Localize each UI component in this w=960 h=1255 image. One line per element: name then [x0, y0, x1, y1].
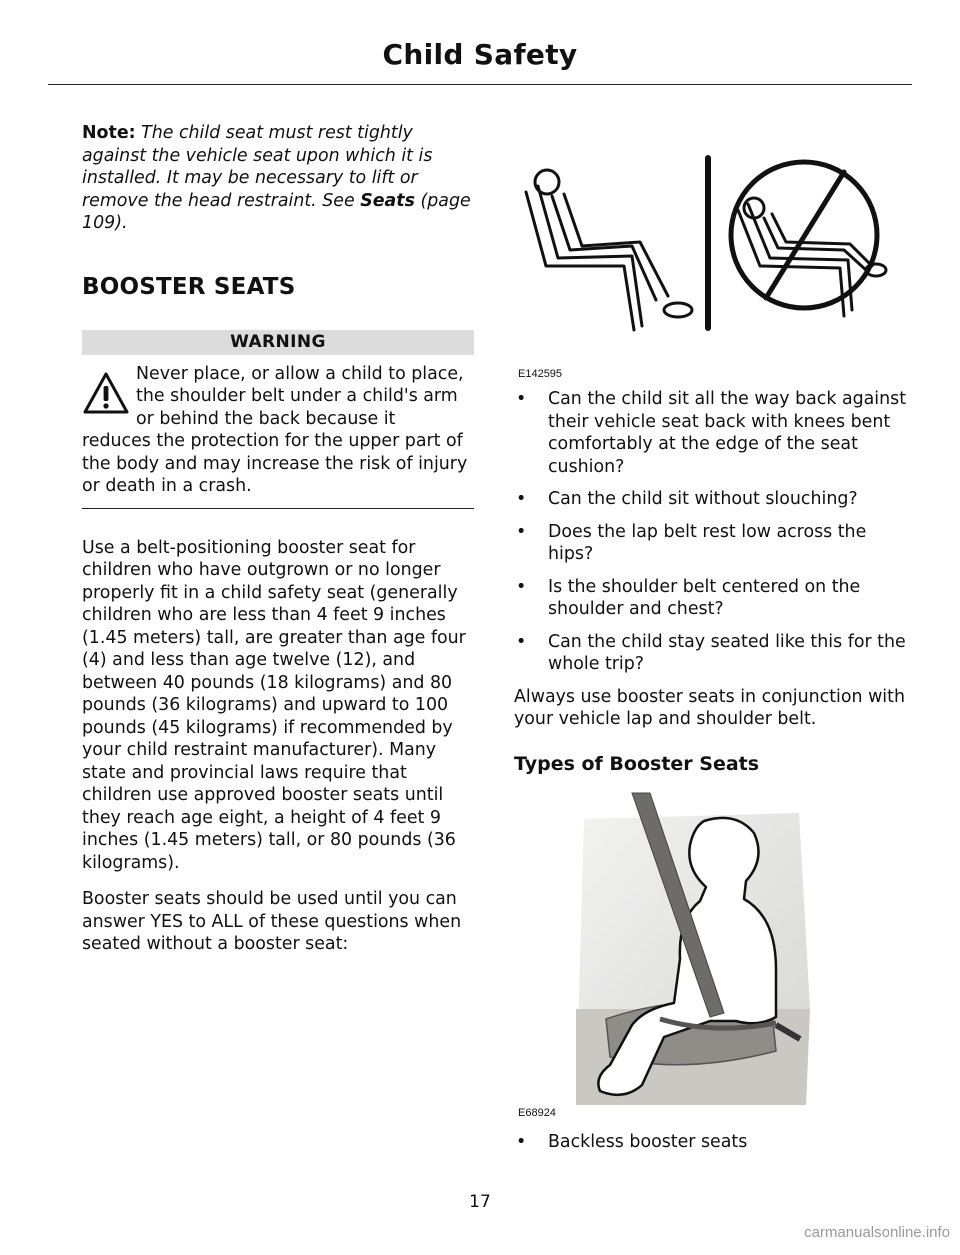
- list-item: • Is the shoulder belt centered on the shoulder and chest?: [516, 576, 861, 619]
- questions-intro-paragraph: Booster seats should be used until you can answer YES to ALL of these questions when seated without a booster seat:: [82, 889, 462, 954]
- note-label: Note:: [82, 123, 136, 143]
- booster-guidance-paragraph: Use a belt-positioning booster seat for children who have outgrown or no longer properly fit in a child safety seat (generally children who are less than 4 feet 9 inches (1.45 meters) tall, are greater than age four (4) and less than age twelve (12), and between 40 pounds (18 kilograms) and 80 pounds (36 kilograms) and upward to 100 pounds (45 kilograms) if recommended by your child restraint manufacturer). Many state and provincial laws require that children use approved booster seats until they reach age eight, a height of 4 feet 9 inches (1.45 meters) tall, or 80 pounds (36 kilograms).: [82, 537, 466, 873]
- figure-label: E142595: [518, 368, 563, 380]
- right-column: [514, 150, 912, 1163]
- page-number: 17: [469, 1192, 491, 1212]
- subsection-heading: Types of Booster Seats: [514, 752, 760, 775]
- seats-reference-link[interactable]: Seats: [360, 190, 415, 211]
- bullet: •: [516, 489, 527, 509]
- note-page-ref: (page 109).: [82, 190, 471, 233]
- seating-posture-figure: [514, 150, 912, 380]
- warning-text-continued: reduces the protection for the upper part of the body and may increase the risk of injury or death in a crash.: [82, 431, 468, 496]
- list-item: • Can the child sit all the way back against their vehicle seat back with knees bent comfortably at the edge of the seat cushion?: [516, 389, 907, 477]
- list-item: • Can the child stay seated like this for the whole trip?: [516, 631, 906, 674]
- booster-seat-illustration: [514, 789, 912, 1105]
- bullet: •: [516, 389, 527, 409]
- conjunction-paragraph: Always use booster seats in conjunction with your vehicle lap and shoulder belt.: [514, 686, 905, 729]
- bullet: •: [516, 631, 527, 652]
- watermark: carmanualsonline.info: [804, 1224, 950, 1241]
- list-item: • Does the lap belt rest low across the hips?: [516, 521, 867, 564]
- warning-divider: [82, 508, 474, 509]
- note-text: The child seat must rest tightly against the vehicle seat upon which it is installed. It may be necessary to lift or remove the head restraint. See: [82, 123, 433, 211]
- warning-title: WARNING: [82, 330, 474, 355]
- booster-types-list: [514, 1131, 912, 1154]
- page-title: Child Safety: [382, 38, 578, 71]
- questions-list: [514, 388, 912, 676]
- list-item: • Backless booster seats: [516, 1131, 748, 1152]
- warning-box: [82, 363, 474, 509]
- bullet: •: [516, 1131, 527, 1152]
- figure-label: E68924: [518, 1106, 556, 1119]
- header-divider: [48, 84, 912, 85]
- warning-text: Never place, or allow a child to place, the shoulder belt under a child's arm or behind the back because it: [136, 363, 464, 429]
- note-paragraph: [82, 122, 474, 235]
- backless-booster-figure: [514, 789, 912, 1121]
- list-item: • Can the child sit without slouching?: [516, 489, 858, 509]
- section-heading: BOOSTER SEATS: [82, 273, 296, 300]
- warning-triangle-icon: [82, 371, 130, 415]
- bullet: •: [516, 521, 527, 542]
- bullet: •: [516, 576, 527, 597]
- seating-posture-illustration: [514, 150, 912, 360]
- left-column: [82, 122, 474, 956]
